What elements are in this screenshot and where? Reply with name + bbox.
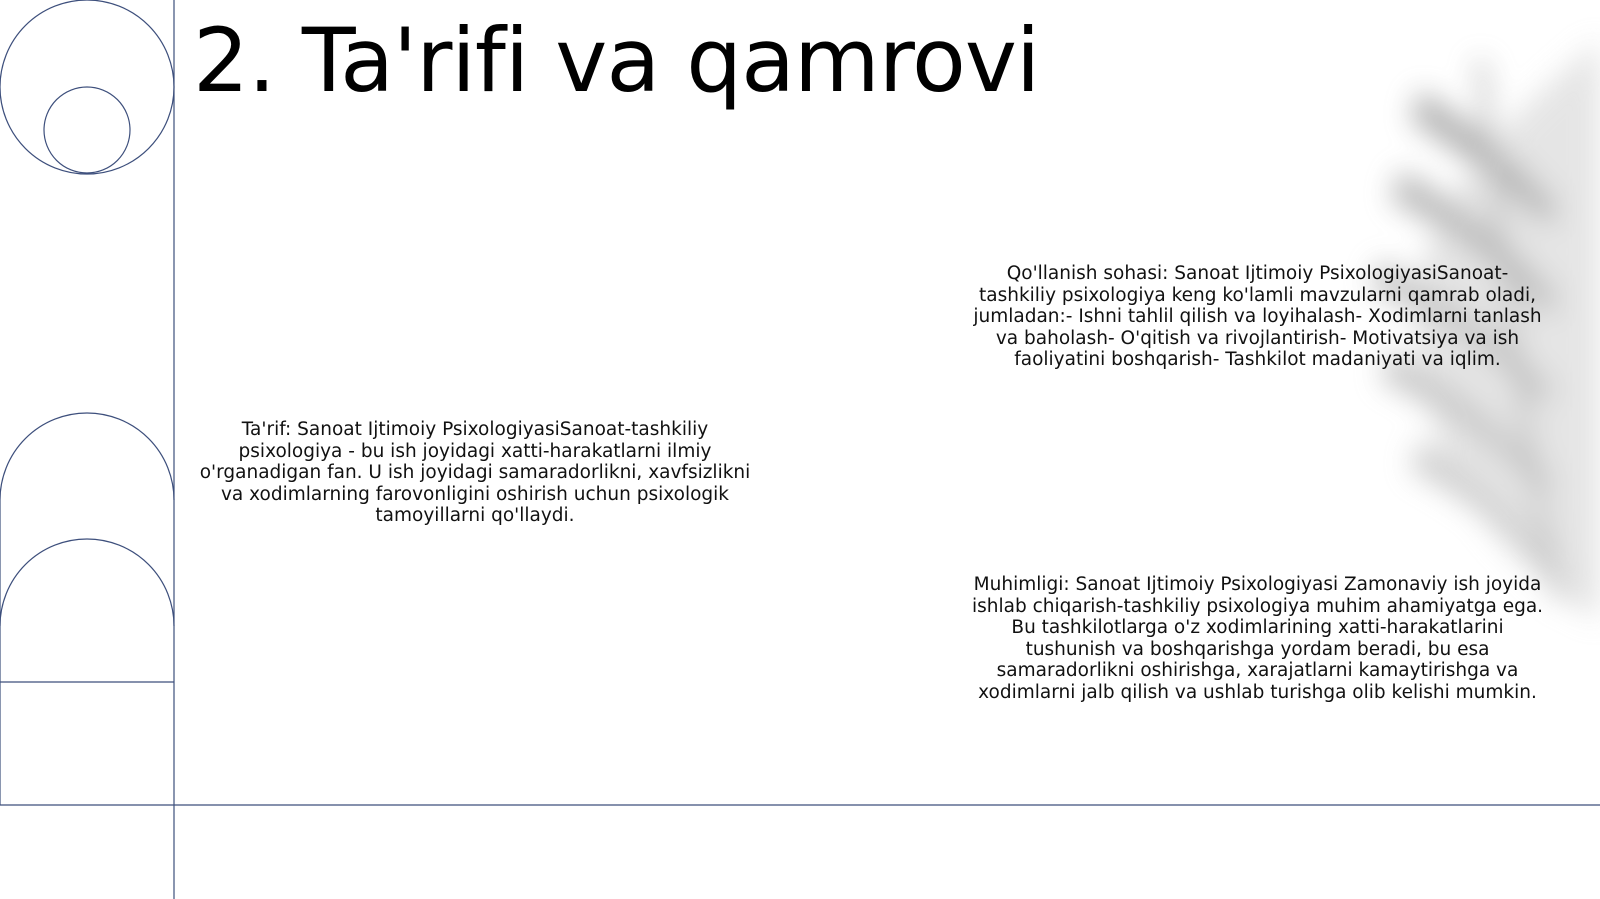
scope-text: Qo'llanish sohasi: Sanoat Ijtimoiy PsixologiyasiSanoat-tashkiliy psixologiya keng ko'lamli mavzularni qamrab oladi, jumladan:- Ishni tahlil qilish va loyihalash- Xodimlarni tanlash va baholash- O'qitish va rivojlantirish- Motivatsiya va ish faoliyatini boshqarish- Tashkilot madaniyati va iqlim. (973, 263, 1542, 370)
definition-text: Ta'rif: Sanoat Ijtimoiy PsixologiyasiSanoat-tashkiliy psixologiya - bu ish joyidagi xatti-harakatlarni ilmiy o'rganadigan fan. U ish joyidagi samaradorlikni, xavfsizlikni va xodimlarning farovonligini oshirish uchun psixologik tamoyillarni qo'llaydi. (199, 419, 751, 526)
slide-title: 2. Ta'rifi va qamrovi (193, 9, 1040, 112)
importance-text: Muhimligi: Sanoat Ijtimoiy Psixologiyasi Zamonaviy ish joyida ishlab chiqarish-tashkiliy psixologiya muhim ahamiyatga ega. Bu tashkilotlarga o'z xodimlarining xatti-harakatlarini tushunish va boshqarishga yordam beradi, bu esa samaradorlikni oshirishga, xarajatlarni kamaytirishga va xodimlarni jalb qilish va ushlab turishga olib kelishi mumkin. (971, 574, 1544, 703)
